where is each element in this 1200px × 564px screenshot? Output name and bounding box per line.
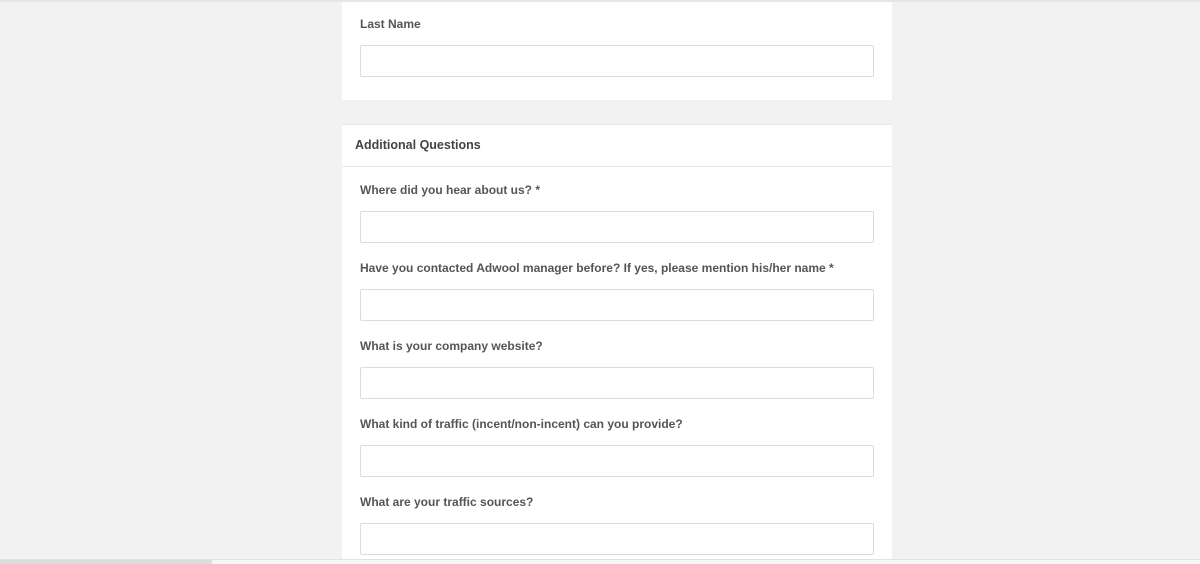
question-traffic-sources: [360, 494, 874, 555]
question-company-website: [360, 338, 874, 399]
traffic-kind-input[interactable]: [360, 445, 874, 477]
company-website-input[interactable]: [360, 367, 874, 399]
section-title: Additional Questions: [342, 125, 892, 167]
contacted-manager-input[interactable]: [360, 289, 874, 321]
traffic-sources-input[interactable]: [360, 523, 874, 555]
last-name-label: Last Name: [360, 17, 421, 31]
horizontal-scrollbar[interactable]: [0, 559, 1200, 564]
question-label: What is your company website?: [360, 339, 543, 353]
additional-questions-panel: [342, 124, 892, 560]
question-heard-about-us: [360, 182, 874, 243]
question-label: Where did you hear about us? *: [360, 183, 541, 197]
question-traffic-kind: [360, 416, 874, 477]
last-name-field: [360, 16, 874, 77]
question-label: What are your traffic sources?: [360, 495, 534, 509]
scrollbar-thumb[interactable]: [0, 560, 212, 564]
personal-info-panel: [342, 2, 892, 100]
question-contacted-manager: [360, 260, 874, 321]
question-label: Have you contacted Adwool manager before? If yes, please mention his/her name *: [360, 261, 834, 275]
heard-about-us-input[interactable]: [360, 211, 874, 243]
last-name-input[interactable]: [360, 45, 874, 77]
question-label: What kind of traffic (incent/non-incent) can you provide?: [360, 417, 683, 431]
